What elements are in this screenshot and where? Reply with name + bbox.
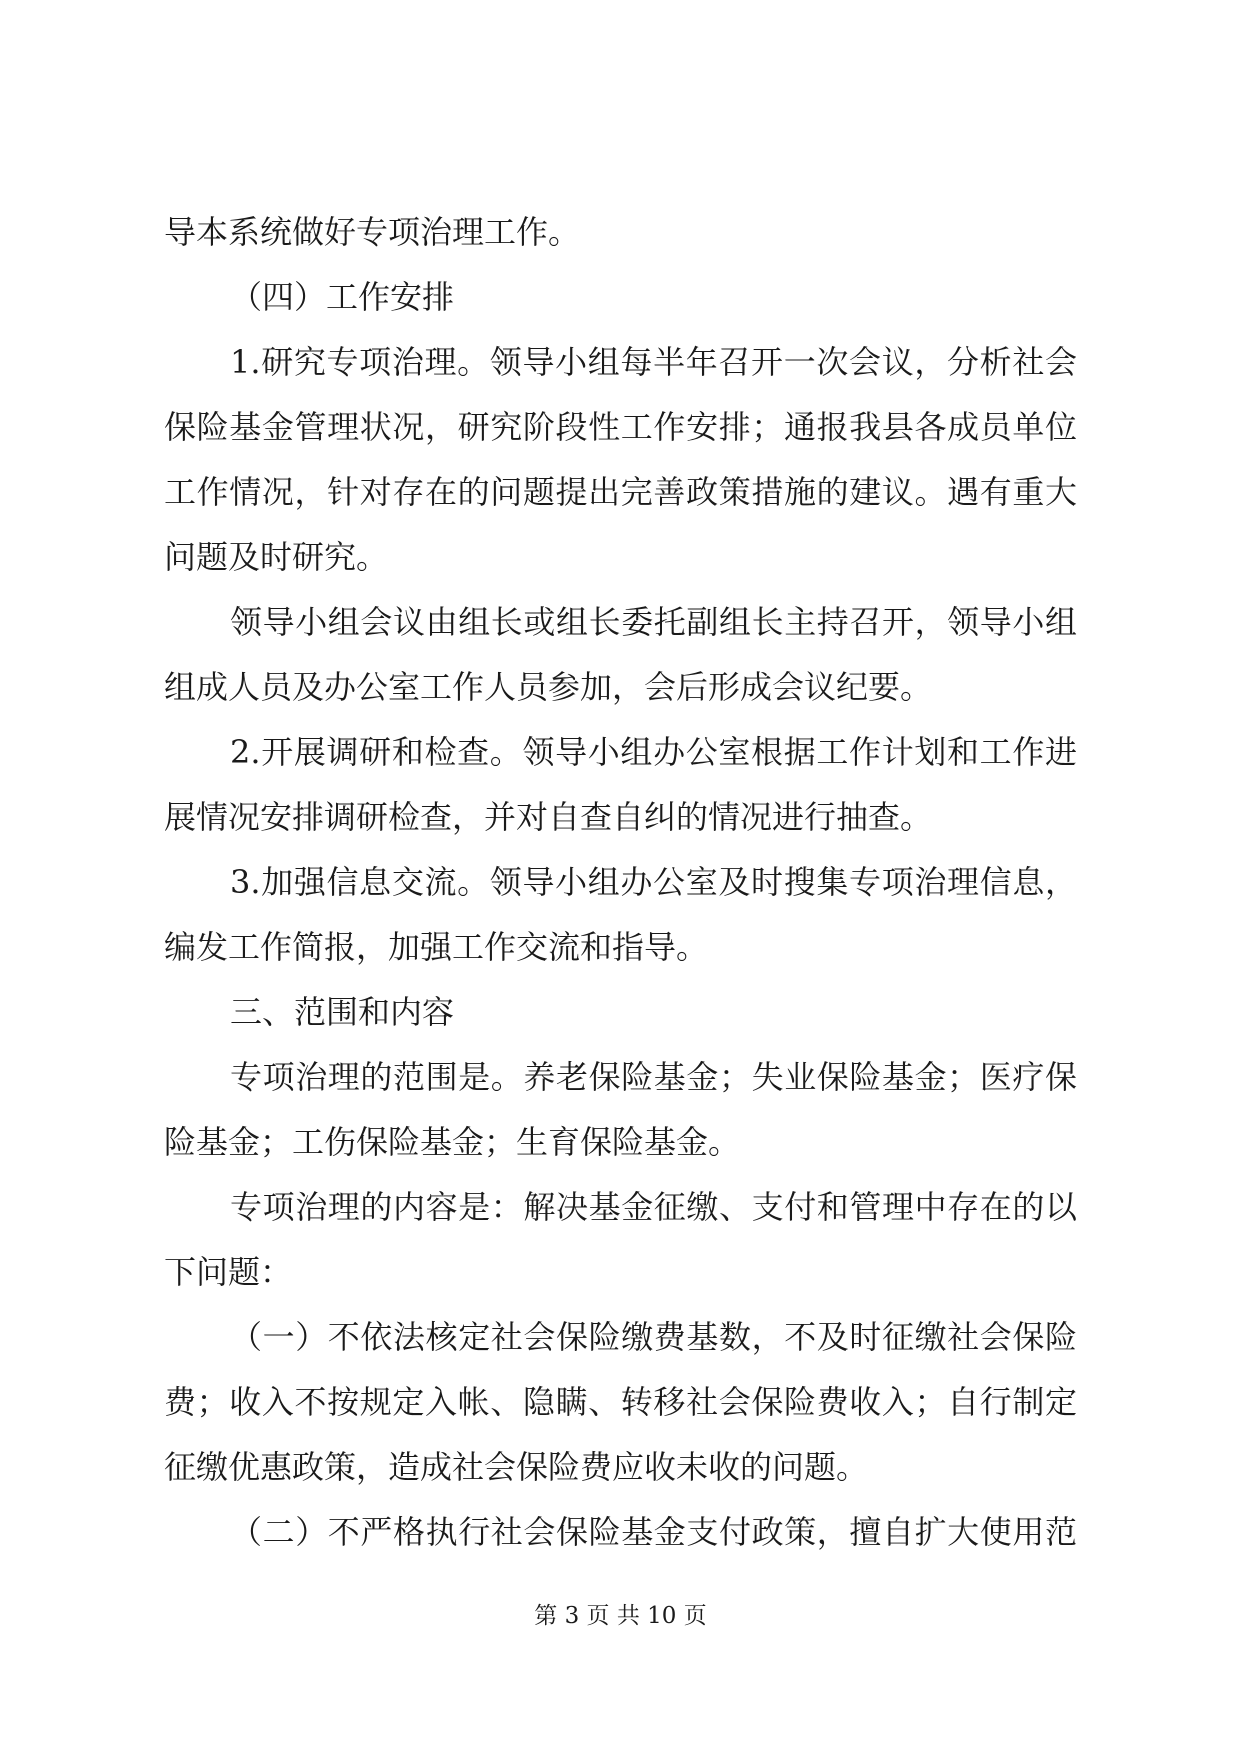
text-line: 工作情况，针对存在的问题提出完善政策措施的建议。遇有重大 — [164, 473, 1077, 511]
text-line: （二）不严格执行社会保险基金支付政策，擅自扩大使用范 — [230, 1513, 1077, 1551]
text-line: （一）不依法核定社会保险缴费基数，不及时征缴社会保险 — [230, 1318, 1077, 1356]
text-line: 费；收入不按规定入帐、隐瞒、转移社会保险费收入；自行制定 — [164, 1383, 1077, 1421]
text-line: 展情况安排调研检查，并对自查自纠的情况进行抽查。 — [164, 798, 933, 836]
text-line: 险基金；工伤保险基金；生育保险基金。 — [164, 1123, 741, 1161]
text-line: 征缴优惠政策，造成社会保险费应收未收的问题。 — [164, 1448, 869, 1486]
text-line: 组成人员及办公室工作人员参加，会后形成会议纪要。 — [164, 668, 933, 706]
text-line: 导本系统做好专项治理工作。 — [164, 213, 581, 251]
text-line: 专项治理的范围是。养老保险基金；失业保险基金；医疗保 — [230, 1058, 1077, 1096]
text-line: 编发工作简报，加强工作交流和指导。 — [164, 928, 709, 966]
text-line: 2.开展调研和检查。领导小组办公室根据工作计划和工作进 — [230, 733, 1077, 771]
section-heading: 三、范围和内容 — [230, 993, 455, 1031]
text-line: 保险基金管理状况，研究阶段性工作安排；通报我县各成员单位 — [164, 408, 1077, 446]
document-body — [164, 200, 1077, 1565]
text-line: 下问题： — [164, 1253, 293, 1291]
section-heading: （四）工作安排 — [230, 278, 455, 316]
text-line: 1.研究专项治理。领导小组每半年召开一次会议，分析社会 — [230, 343, 1077, 381]
text-line: 3.加强信息交流。领导小组办公室及时搜集专项治理信息， — [230, 863, 1077, 901]
text-line: 领导小组会议由组长或组长委托副组长主持召开，领导小组 — [230, 603, 1077, 641]
text-line: 问题及时研究。 — [164, 538, 389, 576]
text-line: 专项治理的内容是：解决基金征缴、支付和管理中存在的以 — [230, 1188, 1077, 1226]
page-number-footer: 第 3 页 共 10 页 — [534, 1603, 707, 1629]
